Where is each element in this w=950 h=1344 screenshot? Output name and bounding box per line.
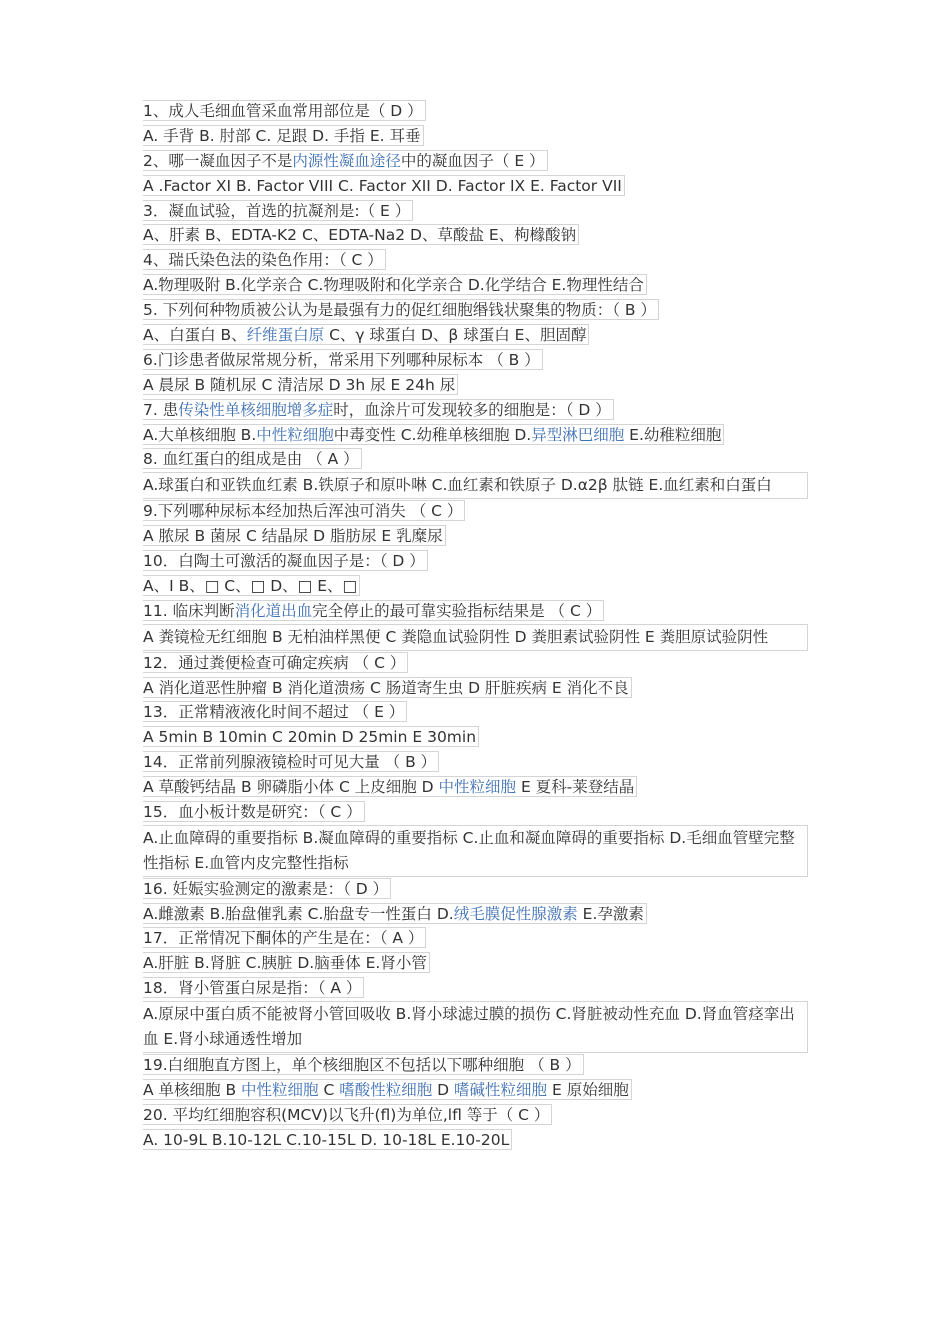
line-text: A. 手背 B. 肘部 C. 足跟 D. 手指 E. 耳垂 xyxy=(143,125,424,146)
highlighted-term: 中性粒细胞 xyxy=(256,425,334,444)
line-text: A .Factor XI B. Factor VIII C. Factor XII D. Factor IX E. Factor VII xyxy=(143,175,625,196)
line-text: 13．正常精液液化时间不超过 （ E ） xyxy=(143,701,407,722)
line-text xyxy=(143,150,548,171)
line-text: 6.门诊患者做尿常规分析，常采用下列哪种尿标本 （ B ） xyxy=(143,349,543,370)
text-segment: A、白蛋白 B、 xyxy=(143,326,247,345)
line-text: 15．血小板计数是研究：（ C ） xyxy=(143,801,365,822)
line-text: 4、瑞氏染色法的染色作用：（ C ） xyxy=(143,249,386,270)
text-segment: 11. 临床判断 xyxy=(143,601,235,620)
text-line xyxy=(143,124,808,149)
wrapped-text: A.球蛋白和亚铁血红素 B.铁原子和原卟啉 C.血红素和铁原子 D.α2β 肽链 E.血红素和白蛋白 xyxy=(143,472,808,499)
line-text: A.物理吸附 B.化学亲合 C.物理吸附和化学亲合 D.化学结合 E.物理性结合 xyxy=(143,274,647,295)
line-text: A.肝脏 B.肾脏 C.胰脏 D.脑垂体 E.肾小管 xyxy=(143,952,430,973)
line-text: 16. 妊娠实验测定的激素是：（ D ） xyxy=(143,878,391,899)
text-line xyxy=(143,951,808,976)
highlighted-term: 传染性单核细胞增多症 xyxy=(178,400,334,419)
highlighted-term: 中性粒细胞 xyxy=(241,1080,319,1099)
text-line xyxy=(143,499,808,524)
document-body xyxy=(143,99,808,1153)
text-segment: C xyxy=(318,1080,340,1099)
highlighted-term: 消化道出血 xyxy=(234,601,313,620)
highlighted-term: 异型淋巴细胞 xyxy=(531,425,625,444)
text-segment: 完全停止的最可靠实验指标结果是 （ C ） xyxy=(312,601,602,620)
text-segment: A 草酸钙结晶 B 卵磷脂小体 C 上皮细胞 D xyxy=(143,778,439,797)
text-line xyxy=(143,273,808,298)
text-line xyxy=(143,750,808,775)
text-line xyxy=(143,1103,808,1128)
text-line xyxy=(143,398,808,423)
text-line xyxy=(143,549,808,574)
line-text: A 晨尿 B 随机尿 C 清洁尿 D 3h 尿 E 24h 尿 xyxy=(143,374,458,395)
text-line xyxy=(143,775,808,800)
line-text xyxy=(143,424,724,445)
line-text: 9.下列哪种尿标本经加热后浑浊可消失 （ C ） xyxy=(143,500,465,521)
line-text: A 脓尿 B 菌尿 C 结晶尿 D 脂肪尿 E 乳糜尿 xyxy=(143,525,446,546)
text-line xyxy=(143,1001,808,1053)
line-text xyxy=(143,399,614,420)
text-line xyxy=(143,976,808,1001)
line-text: A 5min B 10min C 20min D 25min E 30min xyxy=(143,726,479,747)
text-line xyxy=(143,1078,808,1103)
text-line xyxy=(143,199,808,224)
highlighted-term: 嗜碱性粒细胞 xyxy=(454,1080,548,1099)
text-segment: C、γ 球蛋白 D、β 球蛋白 E、胆固醇 xyxy=(324,326,587,345)
highlighted-term: 内源性凝血途径 xyxy=(292,151,401,170)
line-text: 19.白细胞直方图上，单个核细胞区不包括以下哪种细胞 （ B ） xyxy=(143,1054,584,1075)
text-line xyxy=(143,1128,808,1153)
text-segment: 7. 患 xyxy=(143,400,179,419)
text-line xyxy=(143,651,808,676)
text-line xyxy=(143,926,808,951)
text-line xyxy=(143,174,808,199)
text-line xyxy=(143,877,808,902)
text-segment: A.雌激素 B.胎盘催乳素 C.胎盘专一性蛋白 D. xyxy=(143,904,454,923)
text-line xyxy=(143,700,808,725)
text-line xyxy=(143,323,808,348)
text-line xyxy=(143,149,808,174)
wrapped-text: A.原尿中蛋白质不能被肾小管回吸收 B.肾小球滤过膜的损伤 C.肾脏被动性充血 D.肾血管痉挛出血 E.肾小球通透性增加 xyxy=(143,1001,808,1053)
text-line xyxy=(143,248,808,273)
text-segment: A 单核细胞 B xyxy=(143,1080,242,1099)
line-text: 10．白陶土可激活的凝血因子是：（ D ） xyxy=(143,550,428,571)
line-text: A、肝素 B、EDTA-K2 C、EDTA-Na2 D、草酸盐 E、枸橼酸钠 xyxy=(143,224,579,245)
text-segment: E.幼稚粒细胞 xyxy=(624,425,722,444)
line-text: 14．正常前列腺液镜检时可见大量 （ B ） xyxy=(143,751,439,772)
text-segment: A.大单核细胞 B. xyxy=(143,425,257,444)
line-text xyxy=(143,1079,632,1100)
text-line xyxy=(143,800,808,825)
text-line xyxy=(143,624,808,651)
line-text xyxy=(143,600,604,621)
line-text: 20. 平均红细胞容积(MCV)以飞升(fl)为单位,lfl 等于（ C ） xyxy=(143,1104,552,1125)
line-text: 18．肾小管蛋白尿是指：（ A ） xyxy=(143,977,364,998)
text-line xyxy=(143,676,808,701)
text-line xyxy=(143,524,808,549)
text-line xyxy=(143,447,808,472)
line-text: 5. 下列何种物质被公认为是最强有力的促红细胞缗钱状聚集的物质：（ B ） xyxy=(143,299,659,320)
line-text: 12．通过粪便检查可确定疾病 （ C ） xyxy=(143,652,408,673)
text-line xyxy=(143,99,808,124)
text-segment: 时，血涂片可发现较多的细胞是：（ D ） xyxy=(333,400,611,419)
line-text: A. 10-9L B.10-12L C.10-15L D. 10-18L E.10-20L xyxy=(143,1129,512,1150)
text-line xyxy=(143,472,808,499)
text-segment: E 原始细胞 xyxy=(547,1080,629,1099)
text-line xyxy=(143,223,808,248)
text-segment: 中的凝血因子（ E ） xyxy=(400,151,545,170)
text-segment: 2、哪一凝血因子不是 xyxy=(143,151,293,170)
line-text: 1、成人毛细血管采血常用部位是（ D ） xyxy=(143,100,426,121)
line-text: A 消化道恶性肿瘤 B 消化道溃疡 C 肠道寄生虫 D 肝脏疾病 E 消化不良 xyxy=(143,677,632,698)
highlighted-term: 嗜酸性粒细胞 xyxy=(339,1080,433,1099)
text-line xyxy=(143,825,808,877)
text-line xyxy=(143,423,808,448)
text-line xyxy=(143,599,808,624)
text-line xyxy=(143,902,808,927)
line-text xyxy=(143,776,637,797)
wrapped-text: A 粪镜检无红细胞 B 无柏油样黑便 C 粪隐血试验阴性 D 粪胆素试验阴性 E 粪胆原试验阴性 xyxy=(143,624,808,651)
line-text xyxy=(143,324,589,345)
line-text: A、I B、□ C、□ D、□ E、□ xyxy=(143,575,360,596)
text-line xyxy=(143,348,808,373)
text-line xyxy=(143,298,808,323)
text-line xyxy=(143,373,808,398)
highlighted-term: 绒毛膜促性腺激素 xyxy=(453,904,578,923)
text-segment: D xyxy=(432,1080,455,1099)
text-line xyxy=(143,1053,808,1078)
line-text: 3．凝血试验，首选的抗凝剂是:（ E ） xyxy=(143,200,413,221)
text-line xyxy=(143,574,808,599)
wrapped-text: A.止血障碍的重要指标 B.凝血障碍的重要指标 C.止血和凝血障碍的重要指标 D.毛细血管壁完整性指标 E.血管内皮完整性指标 xyxy=(143,825,808,877)
line-text: 8. 血红蛋白的组成是由 （ A ） xyxy=(143,448,362,469)
line-text: 17．正常情况下酮体的产生是在：（ A ） xyxy=(143,927,426,948)
text-segment: E.孕激素 xyxy=(577,904,644,923)
text-line xyxy=(143,725,808,750)
line-text xyxy=(143,903,647,924)
highlighted-term: 中性粒细胞 xyxy=(438,778,517,797)
text-segment: E 夏科-莱登结晶 xyxy=(516,778,635,797)
text-segment: 中毒变性 C.幼稚单核细胞 D. xyxy=(333,425,532,444)
highlighted-term: 纤维蛋白原 xyxy=(246,326,325,345)
